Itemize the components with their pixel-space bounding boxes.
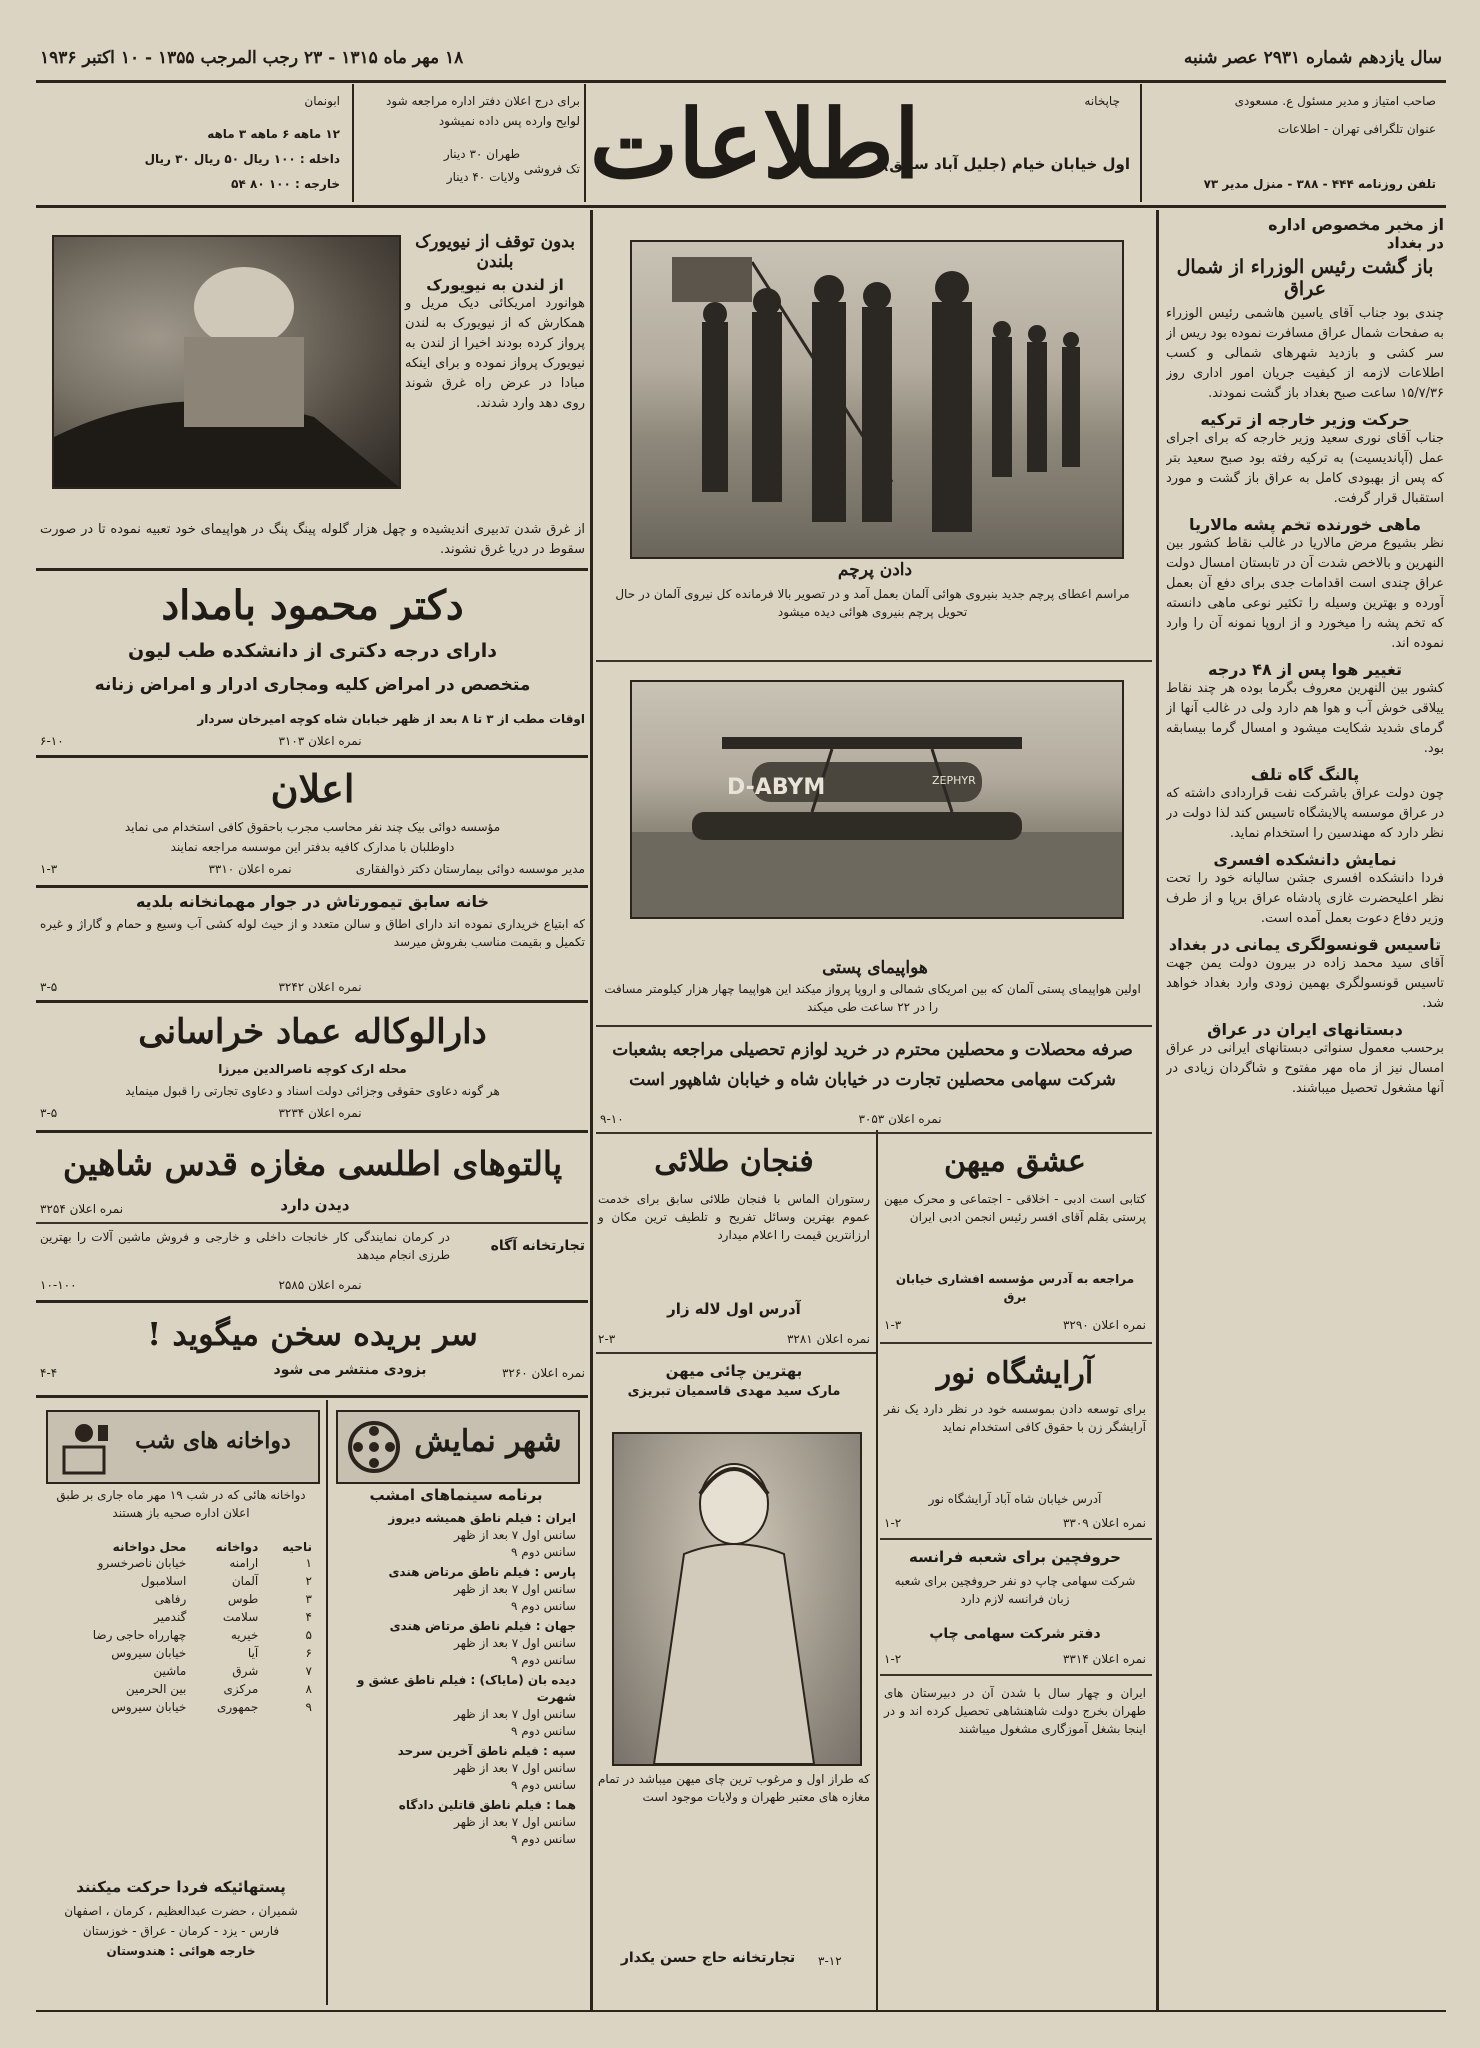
doctor-title: دکتر محمود بامداد	[161, 582, 464, 629]
pharmacy-area-number: ۵	[305, 1628, 312, 1642]
cinema-showtime-1: سانس اول ۷ بعد از ظهر	[454, 1707, 576, 1721]
post-line-1: شمیران ، حضرت عبدالعظیم ، کرمان ، اصفهان	[64, 1904, 298, 1918]
pharmacy-area-number: ۴	[305, 1610, 312, 1624]
right-headline-3: ماهی خورنده تخم پشه مالاریا	[1188, 515, 1422, 534]
house-number: نمره اعلان ۳۲۴۲	[278, 980, 362, 994]
cinema-showtime-1: سانس اول ۷ بعد از ظهر	[454, 1528, 576, 1542]
post-line-2: فارس - یزد - کرمان - عراق - خوزستان	[82, 1924, 280, 1938]
tea-title: بهترین چائی میهن	[665, 1362, 803, 1380]
cinema-showtime-1: سانس اول ۷ بعد از ظهر	[454, 1761, 576, 1775]
house-title: خانه سابق تیمورتاش در جوار مهمانخانه بلدیه	[135, 892, 490, 911]
eshgh-code: ۱-۳	[884, 1318, 902, 1332]
cinema-showtime-2: سانس دوم ۹	[511, 1832, 576, 1846]
address-line: اول خیابان خیام (جلیل آباد سابق)	[882, 155, 1130, 173]
pharmacy-row	[46, 1554, 316, 1572]
elan-body-2: داوطلبان با مدارک کافیه بدفتر این موسسه مراجعه نمایند	[170, 840, 455, 854]
right-body-2: جناب آقای نوری سعید وزیر خارجه که برای اجرای عمل (آپاندیسیت) به ترکیه رفته بود صبح سعید بتر که پس از بهبودی کامل به عراق باز گشت و مورد استقبال قرار گرفت.	[1166, 431, 1444, 506]
print-ad-sign: دفتر شرکت سهامی چاپ	[929, 1626, 1101, 1642]
photo2-title: هواپیمای پستی	[822, 958, 928, 978]
print-ad-number: نمره اعلان ۳۳۱۴	[1062, 1652, 1146, 1666]
fenjan-code: ۲-۳	[598, 1332, 616, 1346]
right-body-7: آقای سید محمد زاده در بیرون دولت یمن جهت تاسیس قونسولگری بهمین زودی وارد بغداد خواهد شد.	[1166, 956, 1444, 1011]
doctor-hours: اوقات مطب از ۳ تا ۸ بعد از ظهر خیابان شاه کوچه امیرخان سردار	[197, 712, 585, 726]
pharmacy-header-name: دواخانه	[215, 1540, 259, 1554]
house-body: که ابتیاع خریداری نموده اند دارای اطاق و سالن متعدد و از حیث لوله کشی آب وسیع و حمام و گاراژ و غیره تکمیل و بقیمت مناسب بفروش میرسد	[40, 917, 585, 949]
right-headline-1: باز گشت رئیس الوزراء از شمال عراق	[1176, 256, 1434, 300]
law-office-sub: محله ارک کوچه ناصرالدین میرزا	[218, 1062, 407, 1076]
pharmacy-area-number: ۱	[305, 1556, 312, 1570]
pharmacy-place: رفاهی	[154, 1592, 187, 1606]
pharmacy-header-place: محل دواخانه	[112, 1540, 187, 1554]
pharmacy-table	[46, 1540, 316, 1716]
salon-number: نمره اعلان ۳۳۰۹	[1062, 1516, 1146, 1530]
book-title: سر بریده سخن میگوید !	[147, 1315, 478, 1353]
pharmacy-row	[46, 1662, 316, 1680]
owner-line: صاحب امتیاز و مدیر مسئول ع. مسعودی	[1234, 94, 1436, 108]
pharmacy-place: بین الحرمین	[125, 1682, 187, 1696]
pharmacy-place: خیابان سیروس	[111, 1646, 187, 1660]
photo1-caption: مراسم اعطای پرچم جدید بنیروی هوائی آلمان بعمل آمد و در تصویر بالا فرمانده کل نیروی آلمان در حال تحویل پرچم بنیروی هوائی دیده میشود	[615, 587, 1130, 619]
issue-series: سال یازدهم شماره ۲۹۳۱ عصر شنبه	[1183, 48, 1442, 68]
coats-title: پالتوهای اطلسی مغازه قدس شاهین	[62, 1144, 563, 1183]
print-ad-title: حروفچین برای شعبه فرانسه	[909, 1548, 1121, 1566]
book-sub: بزودی منتشر می شود	[273, 1362, 427, 1378]
firm-number: نمره اعلان ۲۵۸۵	[278, 1278, 362, 1292]
right-headline-8: دبستانهای ایران در عراق	[1207, 1020, 1403, 1039]
pharmacy-row	[46, 1608, 316, 1626]
pharmacy-area-number: ۳	[305, 1592, 312, 1606]
cinema-showtime-2: سانس دوم ۹	[511, 1599, 576, 1613]
aviator-sub: از لندن به نیویورک	[426, 276, 564, 294]
masthead-title: اطلاعات	[589, 90, 920, 200]
pharmacy-intro: دواخانه هائی که در شب ۱۹ مهر ماه جاری بر طبق اعلان اداره صحیه باز هستند	[56, 1488, 306, 1520]
subscription-label: ابونمان	[304, 94, 340, 108]
schools-body: ایران و چهار سال با شدن آن در دبیرستان های طهران بخرج دولت شاهنشاهی تحصیل کرده اند و در اینجا بشغل آموزگاری مشغول میباشند	[884, 1686, 1146, 1736]
pharmacy-row	[46, 1626, 316, 1644]
aviator-illustration	[54, 237, 399, 487]
print-ad-body: شرکت سهامی چاپ دو نفر حروفچین برای شعبه زبان فرانسه لازم دارد	[894, 1574, 1136, 1606]
print-ad-code: ۱-۲	[884, 1652, 902, 1666]
pharmacy-name: طوس	[227, 1592, 259, 1606]
price-tehran: طهران ۳۰ دینار	[443, 147, 520, 161]
firm-body: در کرمان نمایندگی کار خانجات داخلی و خارجی و فروش ماشین آلات را بهترین طرزی انجام میدهد	[40, 1230, 450, 1262]
right-body-5: چون دولت عراق باشرکت نفت قراردادی داشته که در عراق موسسه پالایشگاه تاسیس کند لذا دولت در نظر دارد که مهندسین را استخدام نماید.	[1166, 786, 1444, 841]
right-body-1: چندی بود جناب آقای یاسین هاشمی رئیس الوزراء به صفحات شمال عراق مسافرت نموده بود ریس از سر کشی و بازدید شهرهای شمالی و کسب اطلاعات لازمه از کیفیت جریان امور اداری روز ۱۵/۷/۳۶ ساعت صبح بغداد باز گشت نمودند.	[1166, 306, 1444, 401]
cinema-name: پارس : فیلم ناطق مرتاض هندی	[388, 1565, 576, 1579]
pharmacy-area-number: ۹	[305, 1700, 312, 1714]
film-reel-icon	[344, 1417, 404, 1477]
aircraft-name: ZEPHYR	[932, 774, 976, 787]
post-title: پستهائیکه فردا حرکت میکنند	[76, 1878, 286, 1896]
pharmacy-area-number: ۸	[305, 1682, 312, 1696]
cinema-showtime-2: سانس دوم ۹	[511, 1724, 576, 1738]
aviator-caption: از غرق شدن تدبیری اندیشیده و چهل هزار گلوله پینگ پنگ در هواپیمای خود تعبیه نموده تا در صورت سقوط در دریا غرق نشوند.	[40, 522, 585, 557]
tea-body: که طراز اول و مرغوب ترین چای میهن میباشد در تمام مغازه های معتبر طهران و ولایات موجود است	[598, 1772, 870, 1804]
right-body-3: نظر بشیوع مرض مالاریا در غالب نقاط کشور بین النهرین و بالاخص شدت آن در تابستان امسال دولت عراق چندی است اقدامات جدی برای دفع آن بعمل آورده و بهترین وسیله را تکثیر نوعی ماهی دانسته که تخم پشه را میخورد و از اروپا نمونه آن را وارد نموده اند.	[1166, 536, 1444, 651]
cinema-name: دیده بان (مایاک) : فیلم ناطق عشق و شهرت	[356, 1673, 576, 1704]
firm-title: تجارتخانه آگاه	[490, 1238, 585, 1254]
doctor-specialty: متخصص در امراض کلیه ومجاری ادرار و امراض زنانه	[94, 675, 531, 695]
cinema-entry	[336, 1743, 576, 1794]
pharmacy-place: گندمیر	[154, 1610, 187, 1624]
pharmacy-name: آلمان	[231, 1574, 259, 1588]
pharmacy-area-number: ۲	[305, 1574, 312, 1588]
elan-number: نمره اعلان ۳۳۱۰	[208, 862, 292, 876]
cinema-showtime-2: سانس دوم ۹	[511, 1545, 576, 1559]
aircraft-marking: D-ABYM	[727, 775, 826, 800]
cinema-entry	[336, 1618, 576, 1669]
pharmacy-name: شرق	[232, 1664, 259, 1678]
notice-number: نمره اعلان ۳۰۵۳	[858, 1112, 942, 1126]
coats-sub: دیدن دارد	[280, 1196, 350, 1214]
pharmacy-place: ماشین	[153, 1664, 187, 1678]
cinema-name: جهان : فیلم ناطق مرتاض هندی	[389, 1619, 576, 1633]
fenjan-address: آدرس اول لاله زار	[667, 1300, 801, 1318]
salon-address: آدرس خیابان شاه آباد آرایشگاه نور	[928, 1492, 1102, 1506]
doctor-ad-number: نمره اعلان ۳۱۰۳	[278, 734, 362, 748]
cinema-program: برنامه سینماهای امشب	[369, 1486, 543, 1504]
letters-note: لوایح وارده پس داده نمیشود	[438, 114, 580, 128]
photo2-caption: اولین هواپیمای پستی آلمان که بین امریکای شمالی و اروپا پرواز میکند این هواپیما چهار هزار کیلومتر مسافت را در ۲۲ ساعت طی میکند	[604, 982, 1141, 1014]
eshgh-address: مراجعه به آدرس مؤسسه افشاری خیابان برق	[895, 1272, 1135, 1304]
fenjan-title: فنجان طلائی	[654, 1144, 814, 1179]
salon-title: آرایشگاه نور	[936, 1356, 1094, 1391]
phones-line: تلفن روزنامه ۴۴۴ - ۳۸۸ - منزل مدیر ۷۳	[1203, 177, 1436, 191]
pharmacy-place: خیابان سیروس	[111, 1700, 187, 1714]
cinema-showtime-1: سانس اول ۷ بعد از ظهر	[454, 1582, 576, 1596]
soldiers-illustration	[632, 242, 1122, 557]
fenjan-body: رستوران الماس با فنجان طلائی سابق برای خدمت عموم بهترین وسائل تفریح و تلطیف ترین مکان و ارزانترین قیمت را اعلام میدارد	[598, 1192, 870, 1242]
pharmacy-name: جمهوری	[216, 1700, 259, 1714]
eshgh-body: کتابی است ادبی - اخلاقی - اجتماعی و محرک میهن پرستی بقلم آقای افسر رئیس انجمن ادبی ایران	[884, 1192, 1146, 1224]
elan-sign: مدیر موسسه دوائی بیمارستان دکتر ذوالفقاری	[355, 862, 585, 876]
subscription-domestic: داخله : ۱۰۰ ریال ۵۰ ریال ۳۰ ریال	[144, 152, 340, 166]
pharmacy-name: خیریه	[230, 1628, 259, 1642]
elan-code: ۱-۳	[40, 862, 58, 876]
law-office-title: دارالوکاله عماد خراسانی	[138, 1012, 487, 1052]
cinema-showtime-2: سانس دوم ۹	[511, 1778, 576, 1792]
right-kicker: از مخبر مخصوص اداره	[1268, 215, 1444, 234]
cinema-name: هما : فیلم ناطق قاتلین دادگاه	[398, 1798, 576, 1812]
cinema-showtime-1: سانس اول ۷ بعد از ظهر	[454, 1636, 576, 1650]
firm-code: ۱۰-۱۰۰	[40, 1278, 77, 1292]
pharmacy-name: مرکزی	[223, 1682, 259, 1696]
post-line-3: خارجه هوائی : هندوستان	[106, 1944, 256, 1958]
doctor-degree: دارای درجه دکتری از دانشکده طب لیون	[128, 640, 497, 662]
cinema-title: شهر نمایش	[414, 1424, 562, 1459]
notice-code: ۹-۱۰	[600, 1112, 624, 1126]
right-headline-5: پالنگ گاه تلف	[1250, 765, 1360, 784]
pharmacy-row	[46, 1680, 316, 1698]
pharmacy-area-number: ۶	[305, 1646, 312, 1660]
woman-figure-drawing	[614, 1434, 860, 1764]
right-headline-2: حرکت وزیر خارجه از ترکیه	[1200, 410, 1410, 429]
coats-number: نمره اعلان ۳۲۵۴	[40, 1202, 124, 1216]
seaplane-illustration	[632, 682, 1122, 917]
aviator-story	[405, 232, 585, 414]
right-headline-7: تاسیس قونسولگری یمانی در بغداد	[1168, 935, 1442, 954]
law-office-code: ۳-۵	[40, 1106, 58, 1120]
seaplane-photo	[630, 680, 1124, 919]
pharmacy-place: اسلامبول	[140, 1574, 187, 1588]
cinema-name: ایران : فیلم ناطق همیشه دیروز	[388, 1511, 576, 1525]
tea-sign: تجارتخانه حاج حسن یکدار	[620, 1950, 796, 1966]
subscription-header: ۱۲ ماهه ۶ ماهه ۳ ماهه	[207, 127, 340, 141]
pharmacy-row	[46, 1698, 316, 1716]
subscription-foreign: خارجه : ۱۰۰ ۸۰ ۵۴	[231, 177, 340, 191]
salon-body: برای توسعه دادن بموسسه خود در نظر دارد یک نفر آرایشگر زن با حقوق کافی استخدام نماید	[884, 1402, 1146, 1434]
house-code: ۳-۵	[40, 980, 58, 994]
pharmacy-row	[46, 1644, 316, 1662]
book-number: نمره اعلان ۳۲۶۰	[501, 1366, 585, 1380]
law-office-number: نمره اعلان ۳۲۳۴	[278, 1106, 362, 1120]
right-headline-4: تغییر هوا پس از ۴۸ درجه	[1207, 660, 1403, 679]
right-column	[1166, 215, 1444, 2005]
cinema-showtime-1: سانس اول ۷ بعد از ظهر	[454, 1815, 576, 1829]
elan-title: اعلان	[270, 766, 355, 811]
tea-code: ۳-۱۲	[818, 1954, 842, 1968]
price-provinces: ولایات ۴۰ دینار	[446, 170, 520, 184]
tea-sub: مارک سید مهدی قاسمیان تبریزی	[627, 1384, 841, 1399]
right-body-6: فردا دانشکده افسری جشن سالیانه خود را تحت نظر اعلیحضرت غازی پادشاه عراق برپا و از طرف وزیر دفاع دعوت بعمل آمده است.	[1166, 871, 1444, 926]
right-dateline: در بغداد	[1386, 234, 1444, 252]
salon-code: ۱-۲	[884, 1516, 902, 1530]
cinema-showtime-2: سانس دوم ۹	[511, 1653, 576, 1667]
law-office-body: هر گونه دعاوی حقوقی وجزائی دولت اسناد و دعاوی تجارتی را قبول مینماید	[125, 1084, 500, 1098]
issue-date: ۱۸ مهر ماه ۱۳۱۵ - ۲۳ رجب المرجب ۱۳۵۵ - ۱۰ اکتبر ۱۹۳۶	[40, 48, 464, 68]
pharmacy-name: ارامنه	[229, 1556, 259, 1570]
cinema-entry	[336, 1564, 576, 1615]
fenjan-number: نمره اعلان ۳۲۸۱	[786, 1332, 870, 1346]
eshgh-title: عشق میهن	[944, 1144, 1086, 1179]
cinema-name: سپه : فیلم ناطق آخرین سرحد	[397, 1744, 576, 1758]
book-code: ۴-۴	[40, 1366, 58, 1380]
telegraph-line: عنوان تلگرافی تهران - اطلاعات	[1277, 122, 1436, 136]
right-headline-6: نمایش دانشکده افسری	[1213, 850, 1397, 869]
ads-note: برای درج اعلان دفتر اداره مراجعه شود	[386, 94, 580, 108]
elan-body-1: مؤسسه دوائی بیک چند نفر محاسب مجرب باحقوق کافی استخدام می نماید	[124, 820, 501, 834]
cinema-entry	[336, 1797, 576, 1848]
price-label: تک فروشی	[523, 162, 580, 176]
right-body-4: کشور بین النهرین معروف بگرما بوده هر چند نقاط ییلاقی خوش آب و هوا هم دارد ولی در غالب آنها از گرمای شدید شکایت میشود و امسال گرما بیسابقه بود.	[1166, 681, 1444, 756]
pharmacy-title: دواخانه های شب	[135, 1428, 291, 1454]
pharmacist-icon	[54, 1417, 114, 1477]
pharmacy-header-area: ناحیه	[282, 1540, 312, 1554]
school-supplies-notice: صرفه محصلات و محصلین محترم در خرید لوازم تحصیلی مراجعه بشعبات شرکت سهامی محصلین تجارت در خیابان شاه و خیابان شاهپور است	[612, 1040, 1133, 1090]
pharmacy-row	[46, 1590, 316, 1608]
right-body-8: برحسب معمول سنواتی دبستانهای ایرانی در عراق امسال نیز از ماه مهر مفتوح و شاگردان زیادی در آنها مشغول تحصیل میباشند.	[1166, 1041, 1444, 1096]
doctor-ad-code: ۶-۱۰	[40, 734, 64, 748]
pharmacy-place: خیابان ناصرخسرو	[97, 1556, 187, 1570]
photo1-title: دادن پرچم	[837, 560, 913, 580]
eshgh-number: نمره اعلان ۳۲۹۰	[1062, 1318, 1146, 1332]
cinema-banner	[336, 1410, 580, 1484]
pharmacy-banner	[46, 1410, 320, 1484]
pharmacy-name: آیا	[247, 1646, 259, 1660]
pharmacy-area-number: ۷	[305, 1664, 312, 1678]
pharmacy-row	[46, 1572, 316, 1590]
cinema-entry	[336, 1672, 576, 1740]
cinema-entry	[336, 1510, 576, 1561]
print-label: چاپخانه	[1084, 94, 1120, 108]
pharmacy-place: چهارراه حاجی رضا	[92, 1628, 187, 1642]
pharmacy-name: سلامت	[222, 1610, 259, 1624]
aviator-photo	[52, 235, 401, 489]
tea-woman-illustration	[612, 1432, 862, 1766]
flag-ceremony-photo	[630, 240, 1124, 559]
aviator-headline: بدون توقف از نیویورک بلندن	[415, 232, 575, 272]
aviator-body: هوانورد امریکائی دیک مریل و همکارش که از نیویورک به لندن پرواز کرده بودند اخیرا از لندن به نیویورک پرواز نموده و برای اینکه مبادا در عرض راه غرق شوند روی دهد وارد شدند.	[405, 296, 585, 411]
cinema-list	[336, 1510, 576, 1851]
